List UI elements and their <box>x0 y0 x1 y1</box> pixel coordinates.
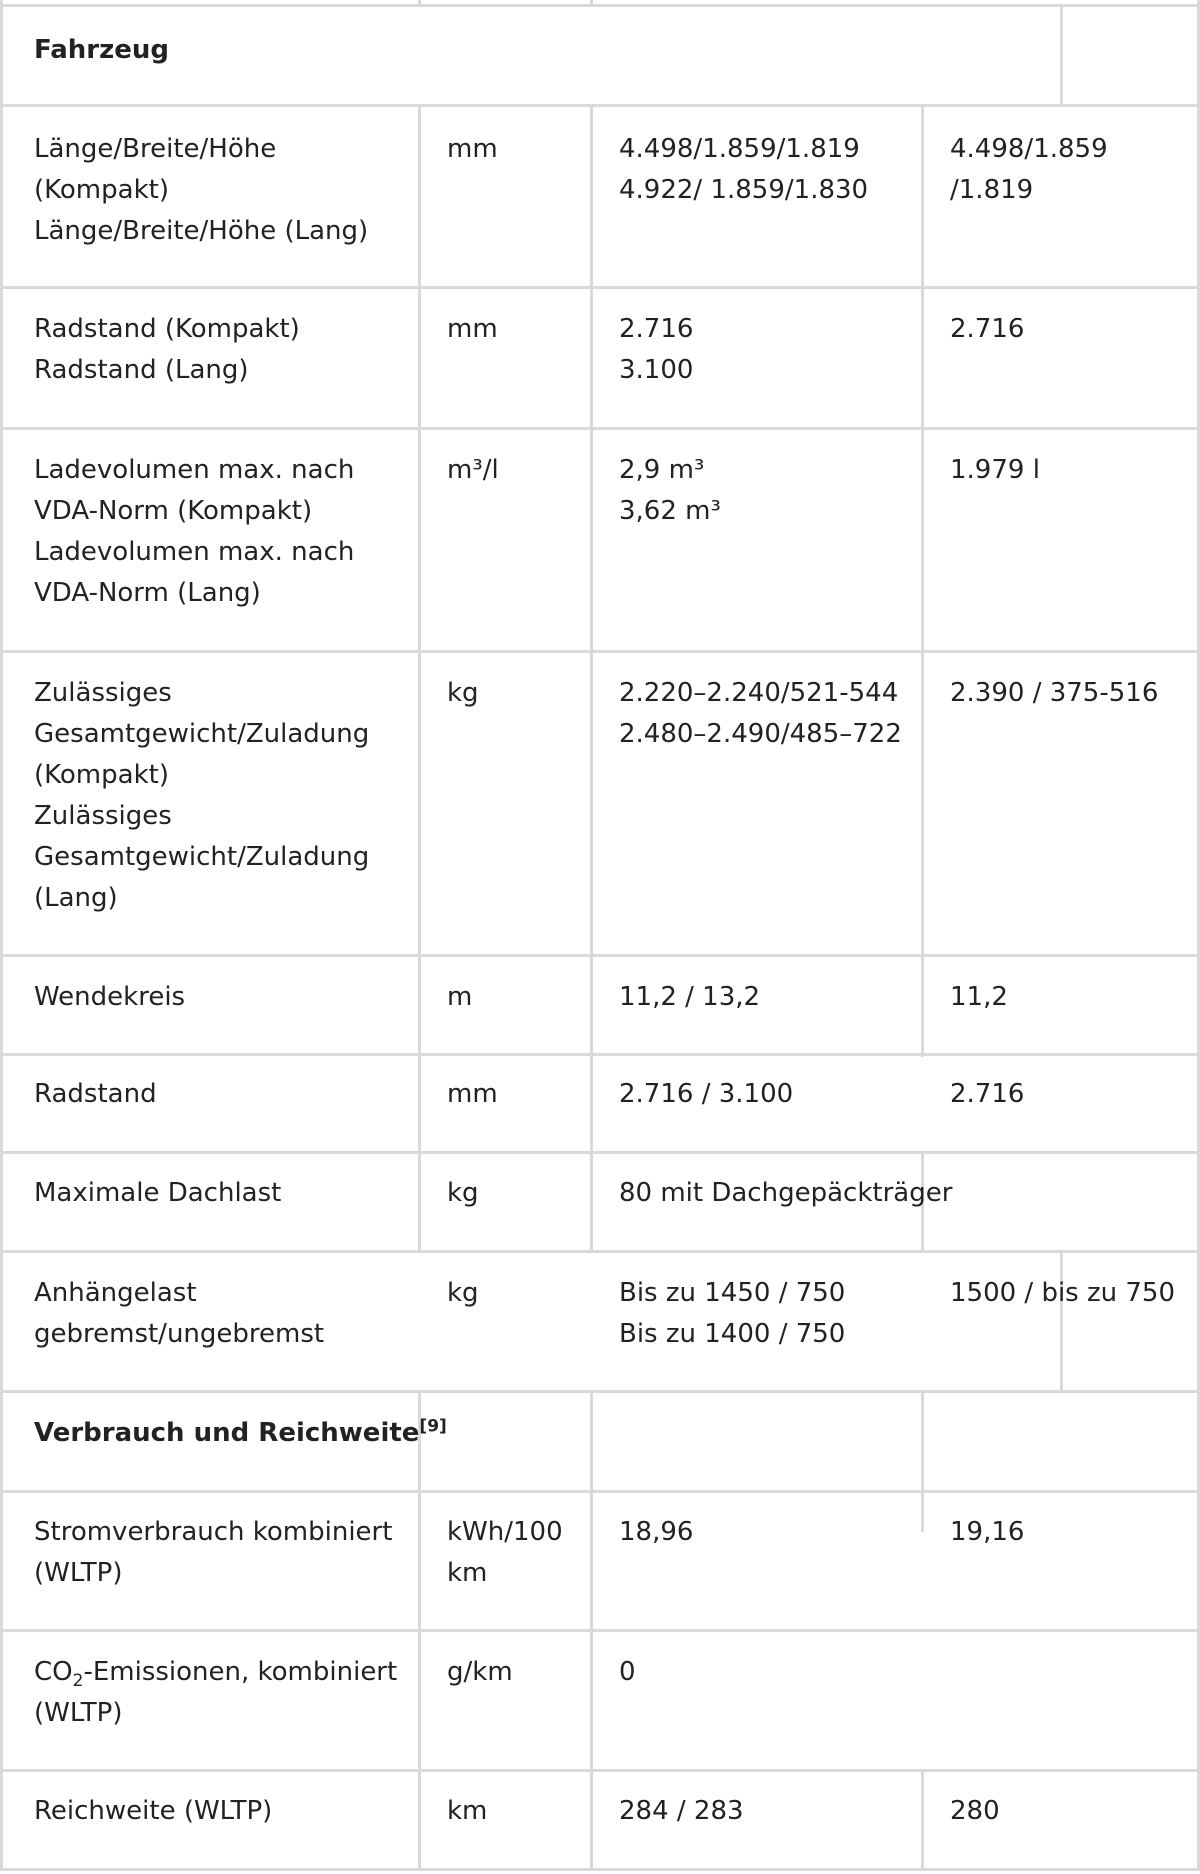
row-value-1: 80 mit Dachgepäckträger <box>619 1178 953 1208</box>
row-unit: kWh/100 km <box>447 1517 563 1588</box>
row-value-2: 11,2 <box>950 982 1008 1012</box>
table-rule <box>418 104 421 1253</box>
table-rule <box>0 1769 1200 1772</box>
row-unit: kg <box>447 678 479 708</box>
section-title-text: Verbrauch und Reichweite <box>34 1418 420 1448</box>
row-value-1: Bis zu 1450 / 750 Bis zu 1400 / 750 <box>619 1278 846 1349</box>
row-unit: kg <box>447 1178 479 1208</box>
table-rule <box>0 954 1200 957</box>
table-rule <box>590 0 593 7</box>
row-value-2: 280 <box>950 1796 1000 1826</box>
row-value-1: 11,2 / 13,2 <box>619 982 761 1012</box>
row-unit: m³/l <box>447 455 499 485</box>
table-rule <box>1060 4 1063 107</box>
row-unit: mm <box>447 1079 498 1109</box>
section-title <box>34 1413 447 1454</box>
table-rule <box>0 1868 1200 1871</box>
row-unit: kg <box>447 1278 479 1308</box>
table-rule <box>0 427 1200 430</box>
row-label: Wendekreis <box>34 982 186 1012</box>
table-rule <box>0 0 3 1871</box>
table-rule <box>0 104 1200 107</box>
table-rule <box>921 1769 924 1871</box>
table-rule <box>0 1490 1200 1493</box>
row-label: Ladevolumen max. nach VDA-Norm (Kompakt) Ladevolumen max. nach VDA-Norm (Lang) <box>34 455 355 608</box>
row-label: Zulässiges Gesamtgewicht/Zuladung (Kompakt) Zulässiges Gesamtgewicht/Zuladung (Lang) <box>34 678 370 913</box>
row-unit: mm <box>447 134 498 164</box>
table-rule <box>0 650 1200 653</box>
table-rule <box>0 1250 1200 1253</box>
table-rule <box>418 1390 421 1871</box>
row-value-2: 19,16 <box>950 1517 1025 1547</box>
row-unit: mm <box>447 314 498 344</box>
row-label: Radstand <box>34 1079 157 1109</box>
label-subscript: 2 <box>72 1671 84 1692</box>
row-value-2: 1.979 l <box>950 455 1040 485</box>
table-rule <box>921 1390 924 1532</box>
table-rule <box>921 104 924 1057</box>
row-value-1: 2.716 3.100 <box>619 314 694 385</box>
table-rule <box>0 286 1200 289</box>
row-label: Radstand (Kompakt) Radstand (Lang) <box>34 314 300 385</box>
table-rule <box>590 1390 593 1871</box>
table-rule <box>0 4 1200 7</box>
row-value-2: 1500 / bis zu 750 <box>950 1278 1176 1308</box>
row-label <box>34 1652 397 1734</box>
table-rule <box>0 1053 1200 1056</box>
table-rule <box>0 1151 1200 1154</box>
section-title: Fahrzeug <box>34 35 170 65</box>
table-rule <box>0 1390 1200 1393</box>
row-label: Reichweite (WLTP) <box>34 1796 273 1826</box>
label-part: CO <box>34 1657 73 1687</box>
row-value-1: 2,9 m³ 3,62 m³ <box>619 455 721 526</box>
row-label: Länge/Breite/Höhe (Kompakt) Länge/Breite/Höhe (Lang) <box>34 134 369 246</box>
row-value-2: 2.390 / 375-516 <box>950 678 1159 708</box>
label-part: -Emissionen, kombiniert (WLTP) <box>34 1657 398 1728</box>
row-label: Anhängelast gebremst/ungebremst <box>34 1278 325 1349</box>
table-rule <box>1060 1250 1063 1393</box>
table-rule <box>0 1629 1200 1632</box>
row-unit: km <box>447 1796 488 1826</box>
row-value-1: 18,96 <box>619 1517 694 1547</box>
row-value-1: 284 / 283 <box>619 1796 744 1826</box>
row-value-2: 2.716 <box>950 1079 1025 1109</box>
row-unit: g/km <box>447 1657 513 1687</box>
table-rule <box>418 0 421 7</box>
row-value-1: 2.716 / 3.100 <box>619 1079 794 1109</box>
row-value-2: 2.716 <box>950 314 1025 344</box>
row-value-1: 4.498/1.859/1.819 4.922/ 1.859/1.830 <box>619 134 869 205</box>
row-label: Maximale Dachlast <box>34 1178 282 1208</box>
row-value-1: 0 <box>619 1657 636 1687</box>
table-rule <box>590 104 593 1253</box>
row-value-2: 4.498/1.859 /1.819 <box>950 134 1108 205</box>
row-unit: m <box>447 982 473 1012</box>
row-value-1: 2.220–2.240/521-544 2.480–2.490/485–722 <box>619 678 902 749</box>
row-label: Stromverbrauch kombiniert (WLTP) <box>34 1517 393 1588</box>
footnote-ref[interactable]: [9] <box>419 1416 447 1437</box>
